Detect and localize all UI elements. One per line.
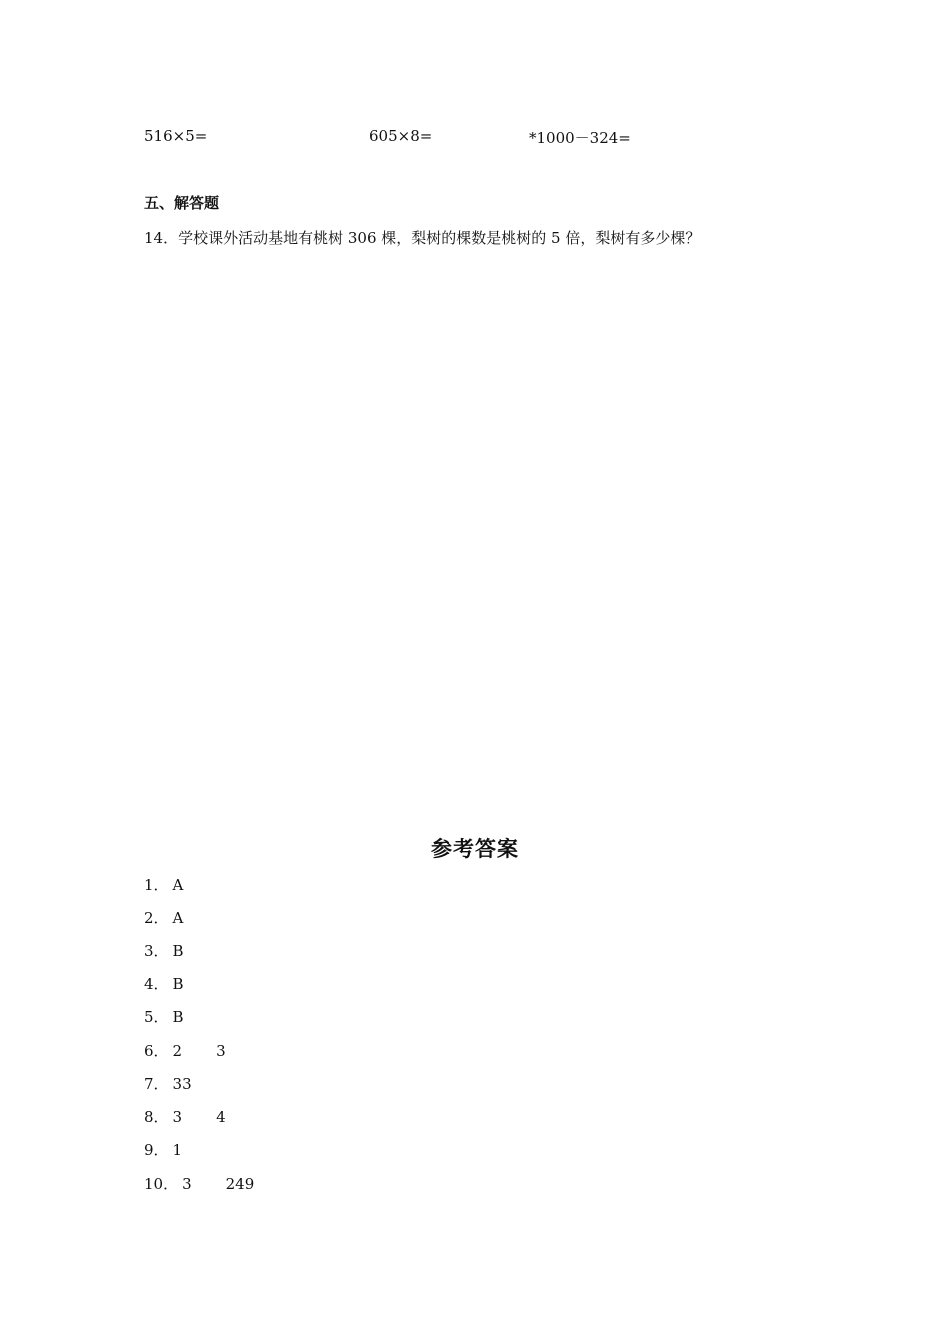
calc-expression-3: *1000－324= [529,129,631,147]
answer-number: 8． [144,1108,169,1126]
answer-number: 5． [144,1008,169,1026]
answer-item [144,1073,192,1094]
calc-expression-2: 605×8= [369,127,433,145]
answer-number: 9． [144,1141,169,1159]
answer-item [144,1173,254,1194]
answer-value: A [172,876,184,894]
answer-number: 10． [144,1175,179,1193]
answer-value: A [172,909,184,927]
answer-number: 4． [144,975,169,993]
answer-number: 1． [144,876,169,894]
answer-item [144,973,184,994]
answer-value: B [172,1008,184,1026]
answer-item [144,940,184,961]
answer-item [144,874,183,895]
answer-value-second: 249 [225,1175,255,1193]
answer-value: 3 [182,1175,192,1193]
calc-expression-1: 516×5= [144,127,208,145]
answers-title: 参考答案 [431,837,519,861]
answer-value: 3 [172,1108,183,1126]
section-heading: 五、解答题 [144,194,220,212]
answer-value-second: 4 [216,1108,226,1126]
answer-number: 7． [144,1075,169,1093]
answer-number: 3． [144,942,169,960]
answer-value: 1 [172,1141,183,1159]
answer-item [144,1106,226,1127]
answer-value: 33 [172,1075,192,1093]
question-14: 14．学校课外活动基地有桃树 306 棵，梨树的棵数是桃树的 5 倍，梨树有多少棵？ [144,229,701,247]
answer-value: B [172,975,184,993]
answer-number: 6． [144,1042,169,1060]
answer-value: 2 [172,1042,183,1060]
answer-value: B [172,942,184,960]
answer-item [144,1139,182,1160]
answer-item [144,1006,184,1027]
answer-item [144,907,183,928]
answer-number: 2． [144,909,169,927]
answer-value-second: 3 [216,1042,226,1060]
answer-item [144,1040,226,1061]
